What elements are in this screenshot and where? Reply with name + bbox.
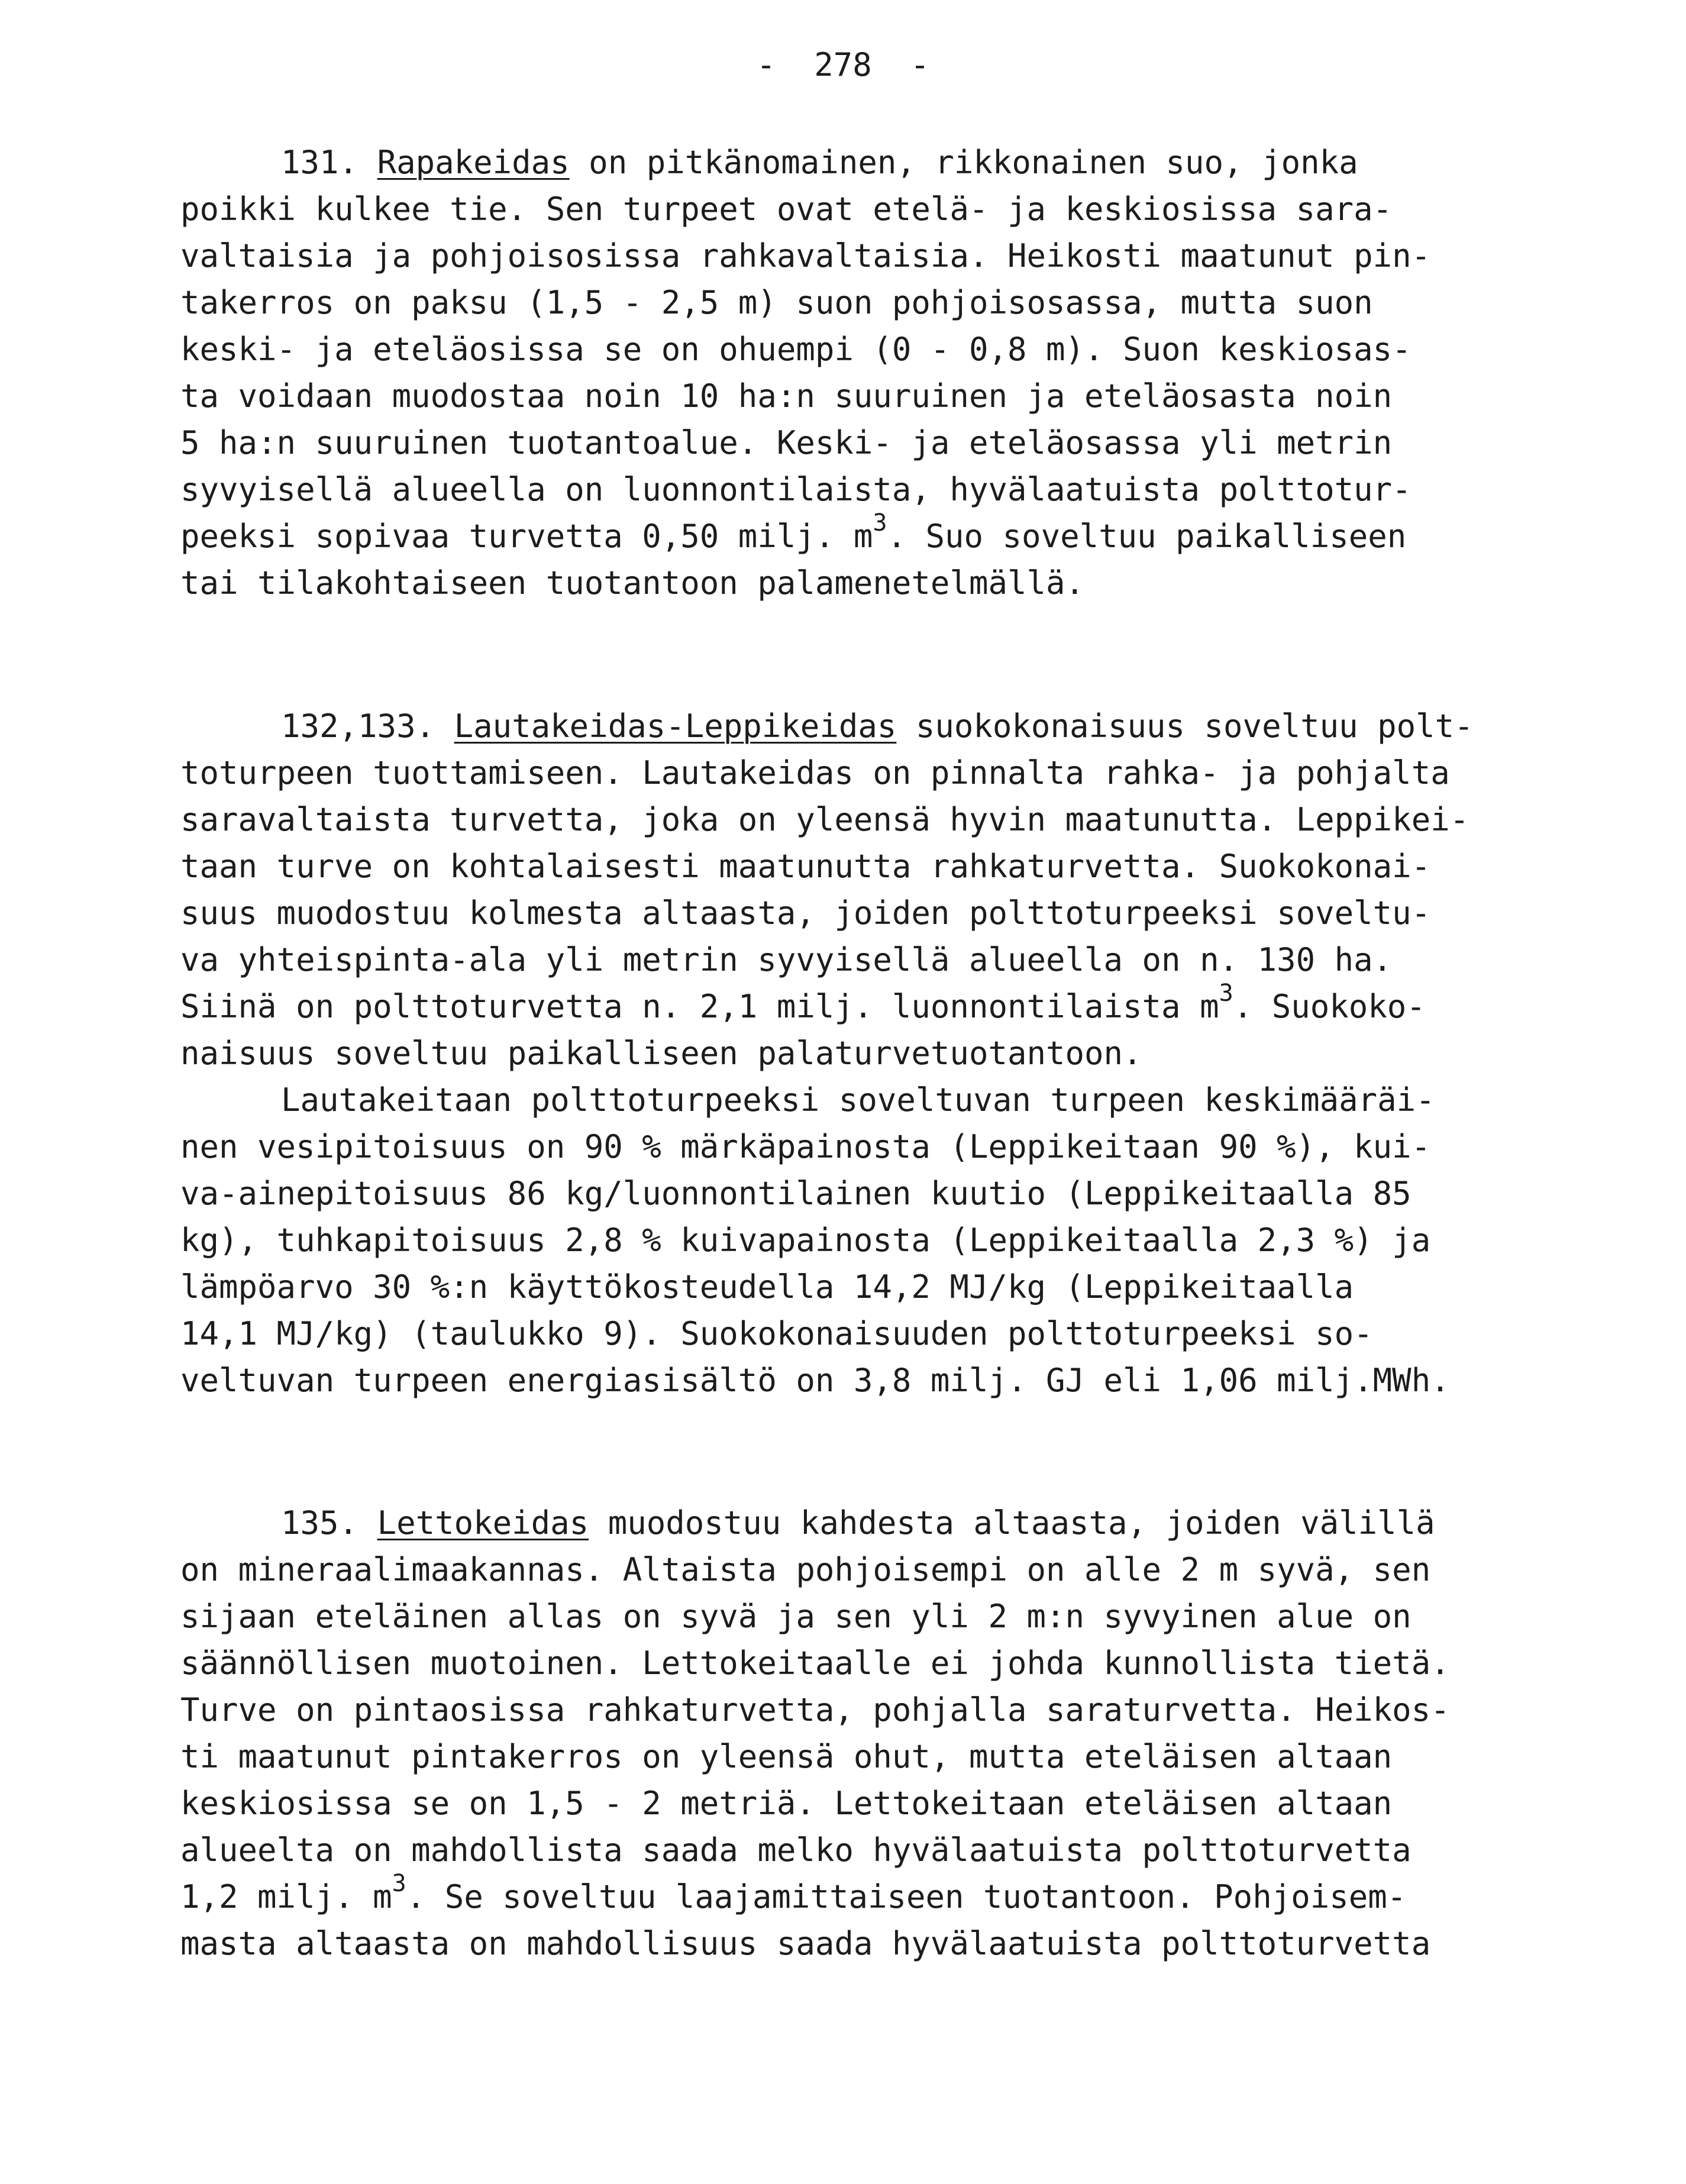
superscript: 3 bbox=[1219, 980, 1233, 1007]
paragraph-line: poikki kulkee tie. Sen turpeet ovat etelä- ja keskiosissa sara- bbox=[180, 190, 1393, 228]
paragraph-line: kg), tuhkapitoisuus 2,8 % kuivapainosta (Leppikeitaalla 2,3 %) ja bbox=[180, 1222, 1431, 1259]
paragraph-line: toturpeen tuottamiseen. Lautakeidas on pinnalta rahka- ja pohjalta bbox=[180, 754, 1450, 791]
paragraph-line: va-ainepitoisuus 86 kg/luonnontilainen kuutio (Leppikeitaalla 85 bbox=[180, 1175, 1412, 1212]
paragraph-line: 5 ha:n suuruinen tuotantoalue. Keski- ja eteläosassa yli metrin bbox=[180, 424, 1393, 461]
paragraph-line: ti maatunut pintakerros on yleensä ohut, mutta eteläisen altaan bbox=[180, 1738, 1393, 1775]
paragraph-line: saravaltaista turvetta, joka on yleensä hyvin maatunutta. Leppikei- bbox=[180, 801, 1469, 838]
paragraph-line: nen vesipitoisuus on 90 % märkäpainosta (Leppikeitaan 90 %), kui- bbox=[180, 1128, 1431, 1165]
paragraph-line: va yhteispinta-ala yli metrin syvyisellä alueella on n. 130 ha. bbox=[180, 941, 1393, 978]
superscript: 3 bbox=[873, 509, 887, 537]
paragraph-line: alueelta on mahdollista saada melko hyvälaatuista polttoturvetta bbox=[180, 1831, 1412, 1869]
section-number: 135. bbox=[281, 1504, 358, 1542]
paragraph-line: sijaan eteläinen allas on syvä ja sen yli 2 m:n syvyinen alue on bbox=[180, 1598, 1412, 1635]
paragraph-line: veltuvan turpeen energiasisältö on 3,8 milj. GJ eli 1,06 milj.MWh. bbox=[180, 1362, 1450, 1399]
paragraph-line: peeksi sopivaa turvetta 0,50 milj. $m^3$. Suo soveltuu paikalliseen bbox=[180, 509, 1407, 555]
paragraph-line: keski- ja eteläosissa se on ohuempi (0 - 0,8 m). Suon keskiosas- bbox=[180, 331, 1412, 368]
paragraph-line: keskiosissa se on 1,5 - 2 metriä. Lettokeitaan eteläisen altaan bbox=[180, 1785, 1393, 1822]
superscript: 3 bbox=[392, 1870, 406, 1897]
paragraph-line: Lautakeitaan polttoturpeeksi soveltuvan turpeen keskimääräi- bbox=[281, 1081, 1435, 1119]
paragraph-line: Turve on pintaosissa rahkaturvetta, pohjalla saraturvetta. Heikos- bbox=[180, 1691, 1450, 1729]
paragraph-line: säännöllisen muotoinen. Lettokeitaalle ei johda kunnollista tietä. bbox=[180, 1645, 1450, 1682]
paragraph-line: Siinä on polttoturvetta n. 2,1 milj. luonnontilaista $m^3$. Suokoko- bbox=[180, 980, 1426, 1025]
paragraph-line: syvyisellä alueella on luonnontilaista, hyvälaatuista polttotur- bbox=[180, 471, 1412, 508]
paragraph-line: 131. Rapakeidas on pitkänomainen, rikkonainen suo, jonka bbox=[281, 144, 1358, 181]
paragraph-line: ta voidaan muodostaa noin 10 ha:n suuruinen ja eteläosasta noin bbox=[180, 377, 1393, 415]
paragraph-line: masta altaasta on mahdollisuus saada hyvälaatuista polttoturvetta bbox=[180, 1925, 1431, 1962]
paragraph-line: valtaisia ja pohjoisosissa rahkavaltaisia. Heikosti maatunut pin- bbox=[180, 237, 1431, 274]
paragraph-line: lämpöarvo 30 %:n käyttökosteudella 14,2 MJ/kg (Leppikeitaalla bbox=[180, 1268, 1354, 1306]
paragraph-line: naisuus soveltuu paikalliseen palaturvetuotantoon. bbox=[180, 1035, 1142, 1072]
section-heading: Lautakeidas-Leppikeidas bbox=[454, 707, 897, 745]
section-number: 132,133. bbox=[281, 707, 435, 745]
section-heading: Rapakeidas bbox=[377, 144, 570, 181]
paragraph-line: 1,2 milj. $m^3$. Se soveltuu laajamittaiseen tuotantoon. Pohjoisem- bbox=[180, 1870, 1407, 1915]
paragraph-line: taan turve on kohtalaisesti maatunutta rahkaturvetta. Suokokonai- bbox=[180, 848, 1431, 885]
paragraph-line: 14,1 MJ/kg) (taulukko 9). Suokokonaisuuden polttoturpeeksi so- bbox=[180, 1315, 1373, 1352]
paragraph-line: 135. Lettokeidas muodostuu kahdesta altaasta, joiden välillä bbox=[281, 1504, 1435, 1542]
paragraph-line: tai tilakohtaiseen tuotantoon palamenetelmällä. bbox=[180, 564, 1085, 602]
paragraph-line: 132,133. Lautakeidas-Leppikeidas suokokonaisuus soveltuu polt- bbox=[281, 707, 1474, 745]
section-heading: Lettokeidas bbox=[377, 1504, 589, 1542]
paragraph-line: on mineraalimaakannas. Altaista pohjoisempi on alle 2 m syvä, sen bbox=[180, 1551, 1431, 1588]
section-number: 131. bbox=[281, 144, 358, 181]
paragraph-line: suus muodostuu kolmesta altaasta, joiden polttoturpeeksi soveltu- bbox=[180, 894, 1431, 932]
paragraph-line: takerros on paksu (1,5 - 2,5 m) suon pohjoisosassa, mutta suon bbox=[180, 284, 1373, 321]
page-number: - 278 - bbox=[756, 46, 930, 83]
